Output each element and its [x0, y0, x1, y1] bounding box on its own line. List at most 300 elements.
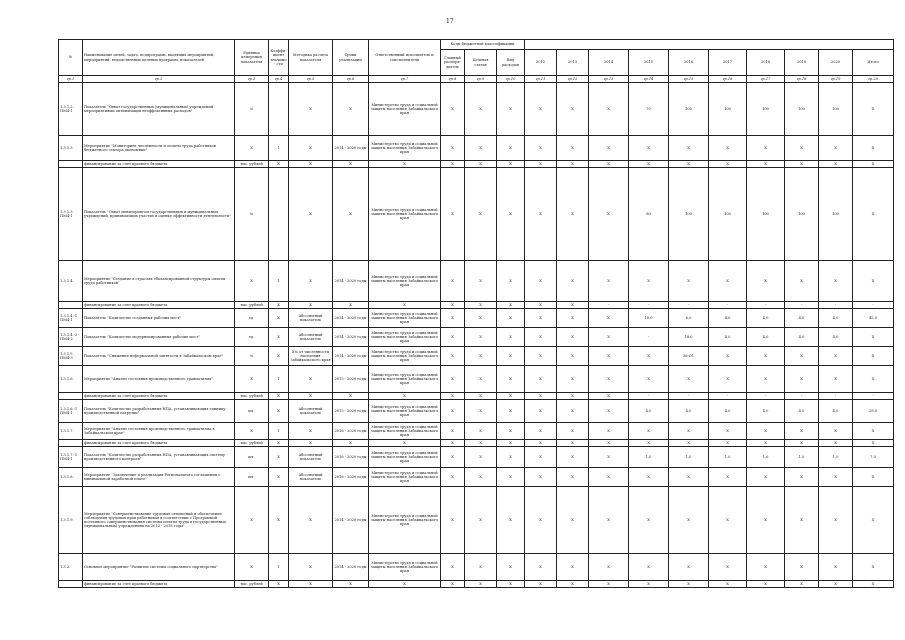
- table-cell: Показатель "Снижение неформальной занятости в Забайкальском крае": [83, 347, 235, 366]
- table-row: [59, 468, 894, 487]
- table-cell: Х: [747, 423, 785, 440]
- table-cell: Министерство труда и социальной защиты населения Забайкальского края: [369, 468, 441, 487]
- table-cell: Х: [785, 423, 819, 440]
- table-cell: Х: [589, 400, 629, 423]
- table-cell: 36-О1: [669, 347, 709, 366]
- table-cell: Х: [525, 554, 557, 581]
- table-cell: Х: [557, 366, 589, 393]
- table-cell: Х: [747, 554, 785, 581]
- table-cell: Х: [465, 302, 497, 309]
- table-cell: Х: [525, 423, 557, 440]
- table-cell: Х: [589, 393, 629, 400]
- table-cell: 1,0: [747, 447, 785, 468]
- table-cell: Х: [441, 423, 465, 440]
- table-cell: Х: [441, 400, 465, 423]
- table-cell: Х: [709, 440, 747, 447]
- table-cell: Х: [669, 468, 709, 487]
- table-cell: Х: [465, 400, 497, 423]
- table-cell: Х: [525, 400, 557, 423]
- table-cell: Х: [853, 366, 894, 393]
- column-number-cell: гр.10: [497, 76, 525, 83]
- table-cell: Х: [589, 468, 629, 487]
- table-cell: Х: [853, 440, 894, 447]
- table-cell: Х: [497, 487, 525, 554]
- table-cell: Х: [557, 168, 589, 261]
- table-cell: Х: [709, 554, 747, 581]
- table-cell: 100: [669, 83, 709, 136]
- table-cell: -: [747, 302, 785, 309]
- column-number-cell: гр.7: [369, 76, 441, 83]
- table-cell: 4,0: [709, 400, 747, 423]
- table-cell: финансирование за счет краевого бюджета: [83, 393, 235, 400]
- table-cell: Х: [497, 440, 525, 447]
- table-cell: Х: [669, 581, 709, 588]
- table-row: [59, 440, 894, 447]
- table-cell: Х: [465, 366, 497, 393]
- table-cell: 4,0: [629, 400, 669, 423]
- table-cell: Х: [235, 261, 269, 302]
- table-cell: Х: [235, 366, 269, 393]
- table-cell: Показатель "Охват государственных (муниципальных) учреждений мероприятиями оптимизации неэффективных расходов": [83, 83, 235, 136]
- table-cell: Х: [289, 83, 333, 136]
- table-cell: [59, 581, 83, 588]
- table-cell: 4,0: [747, 328, 785, 347]
- table-cell: %: [235, 347, 269, 366]
- header-total: Итого: [853, 50, 894, 76]
- column-number-cell: гр.1: [59, 76, 83, 83]
- table-cell: Х: [557, 302, 589, 309]
- table-cell: Х: [497, 136, 525, 161]
- table-cell: Х: [441, 554, 465, 581]
- table-cell: Х: [497, 393, 525, 400]
- table-cell: Х: [747, 347, 785, 366]
- table-cell: -: [853, 393, 894, 400]
- table-cell: тыс. рублей: [235, 302, 269, 309]
- table-cell: Абсолютный показатель: [289, 400, 333, 423]
- table-cell: Х: [785, 136, 819, 161]
- table-cell: Х: [785, 468, 819, 487]
- table-cell: Х: [853, 168, 894, 261]
- table-cell: Х: [269, 161, 289, 168]
- table-cell: Х: [589, 447, 629, 468]
- table-cell: Мероприятие "Мониторинг численности и оплаты труда работников бюджетного сектора экономики": [83, 136, 235, 161]
- table-cell: Х: [709, 581, 747, 588]
- table-cell: Х: [525, 447, 557, 468]
- table-cell: 70: [629, 83, 669, 136]
- table-cell: Х: [785, 581, 819, 588]
- table-cell: Х: [589, 328, 629, 347]
- table-cell: Х: [589, 440, 629, 447]
- table-cell: 4,0: [709, 309, 747, 328]
- table-cell: 6,0: [669, 309, 709, 328]
- table-cell: [269, 168, 289, 261]
- table-cell: 2014 - 2020 годы: [333, 487, 369, 554]
- table-cell: Х: [269, 302, 289, 309]
- table-cell: Министерство труда и социальной защиты населения Забайкальского края: [369, 366, 441, 393]
- column-number-cell: гр.13: [589, 76, 629, 83]
- table-cell: Абсолютный показатель: [289, 468, 333, 487]
- table-cell: Х: [369, 393, 441, 400]
- table-cell: -: [747, 393, 785, 400]
- table-cell: Х: [557, 161, 589, 168]
- table-cell: Х: [747, 487, 785, 554]
- table-row: [59, 161, 894, 168]
- table-cell: [59, 161, 83, 168]
- table-cell: [59, 393, 83, 400]
- table-cell: Х: [465, 554, 497, 581]
- table-cell: Министерство труда и социальной защиты населения Забайкальского края: [369, 328, 441, 347]
- table-cell: Х: [441, 309, 465, 328]
- table-cell: 100: [709, 168, 747, 261]
- table-cell: Х: [853, 83, 894, 136]
- header-year-2016: 2016: [669, 50, 709, 76]
- table-cell: Х: [819, 468, 853, 487]
- table-cell: Х: [709, 423, 747, 440]
- table-cell: 1: [269, 554, 289, 581]
- table-row: [59, 347, 894, 366]
- table-cell: Х: [589, 347, 629, 366]
- table-cell: 100: [747, 168, 785, 261]
- table-cell: Х: [747, 261, 785, 302]
- table-cell: Х: [557, 393, 589, 400]
- table-cell: Х: [819, 161, 853, 168]
- table-cell: Х: [441, 168, 465, 261]
- table-cell: 42,0: [853, 309, 894, 328]
- table-cell: -: [629, 302, 669, 309]
- table-cell: шт.: [235, 447, 269, 468]
- table-cell: Х: [333, 393, 369, 400]
- table-cell: 1.3.1.7.-1 ПМ4-1: [59, 447, 83, 468]
- table-cell: 1.3.1.4.: [59, 261, 83, 302]
- table-cell: Х% от численности населения Забайкальского края: [289, 347, 333, 366]
- table-cell: Х: [629, 423, 669, 440]
- column-number-cell: гр.18: [785, 76, 819, 83]
- table-cell: Х: [465, 136, 497, 161]
- table-cell: Министерство труда и социальной защиты населения Забайкальского края: [369, 168, 441, 261]
- table-cell: Х: [785, 440, 819, 447]
- table-cell: Х: [269, 440, 289, 447]
- table-cell: Х: [269, 347, 289, 366]
- table-cell: Х: [709, 366, 747, 393]
- table-cell: Х: [709, 487, 747, 554]
- table-cell: 2016 - 2020 годы: [333, 468, 369, 487]
- column-number-cell: гр.11: [525, 76, 557, 83]
- table-cell: %: [235, 168, 269, 261]
- table-cell: Показатель "Охват мониторингом государственных и муниципальных учреждений, принимающих участие в оценке эффективности деятельности": [83, 168, 235, 261]
- table-cell: Х: [289, 366, 333, 393]
- table-cell: Х: [785, 487, 819, 554]
- table-cell: Х: [465, 581, 497, 588]
- header-grbs: Главный распоря- дитель: [441, 50, 465, 76]
- table-row: [59, 581, 894, 588]
- table-cell: 1.3.1.9.: [59, 487, 83, 554]
- table-cell: Х: [333, 168, 369, 261]
- table-cell: Показатель "Количество разработанных НПА, устанавливающих систему производственного контроля": [83, 447, 235, 468]
- table-cell: Министерство труда и социальной защиты населения Забайкальского края: [369, 309, 441, 328]
- table-cell: Х: [289, 581, 333, 588]
- table-cell: Х: [853, 328, 894, 347]
- table-cell: Х: [669, 136, 709, 161]
- table-cell: 18,0: [669, 328, 709, 347]
- table-cell: 2016 - 2020 годы: [333, 423, 369, 440]
- table-cell: Х: [441, 328, 465, 347]
- table-cell: -: [669, 302, 709, 309]
- column-number-cell: гр.6: [333, 76, 369, 83]
- table-cell: 4,0: [819, 400, 853, 423]
- table-cell: Х: [557, 487, 589, 554]
- table-row: [59, 393, 894, 400]
- table-cell: Х: [819, 136, 853, 161]
- header-period: Сроки реализации: [333, 40, 369, 76]
- table-cell: Х: [669, 423, 709, 440]
- table-cell: Абсолютный показатель: [289, 309, 333, 328]
- header-method: Методика расчета показателя: [289, 40, 333, 76]
- table-cell: Х: [557, 554, 589, 581]
- table-cell: 100: [669, 168, 709, 261]
- table-cell: Х: [853, 487, 894, 554]
- table-cell: [269, 83, 289, 136]
- table-cell: Х: [557, 447, 589, 468]
- table-row: [59, 423, 894, 440]
- table-cell: Х: [525, 581, 557, 588]
- table-cell: 4,0: [669, 400, 709, 423]
- table-cell: Х: [289, 302, 333, 309]
- table-cell: -: [785, 393, 819, 400]
- table-cell: Х: [269, 487, 289, 554]
- table-cell: 1.3.2.: [59, 554, 83, 581]
- table-cell: Х: [497, 447, 525, 468]
- table-cell: Х: [785, 261, 819, 302]
- column-number-row: [59, 76, 894, 83]
- column-number-cell: гр.2: [83, 76, 235, 83]
- table-cell: 2014 - 2020 годы: [333, 261, 369, 302]
- table-cell: 28,0: [853, 400, 894, 423]
- table-cell: Мероприятие "Заключение и реализация Регионального соглашения о минимальной заработной плате": [83, 468, 235, 487]
- table-cell: Х: [819, 261, 853, 302]
- table-cell: Х: [709, 468, 747, 487]
- table-cell: тыс. рублей: [235, 161, 269, 168]
- header-no: №: [59, 40, 83, 76]
- table-cell: 1.3.1.2. ПМ4-1: [59, 83, 83, 136]
- table-cell: 1,0: [709, 447, 747, 468]
- table-cell: Х: [497, 554, 525, 581]
- header-unit: Единица измерения показателя: [235, 40, 269, 76]
- table-cell: Х: [819, 581, 853, 588]
- column-number-cell: гр.8: [441, 76, 465, 83]
- header-program: Целевая статья: [465, 50, 497, 76]
- table-cell: Министерство труда и социальной защиты населения Забайкальского края: [369, 261, 441, 302]
- table-cell: шт.: [235, 400, 269, 423]
- header-expense: Вид расходов: [497, 50, 525, 76]
- table-cell: Х: [557, 468, 589, 487]
- table-cell: Х: [465, 309, 497, 328]
- table-cell: Х: [557, 83, 589, 136]
- table-cell: 1: [269, 136, 289, 161]
- table-cell: Х: [269, 328, 289, 347]
- table-cell: шт.: [235, 468, 269, 487]
- table-cell: 1,0: [785, 447, 819, 468]
- table-cell: Х: [333, 83, 369, 136]
- table-cell: Х: [269, 447, 289, 468]
- table-cell: Мероприятие "Совершенствование трудовых отношений и обеспечение соблюдения трудовых прав работников в соответствии с Программой поэтапного совершенствования системы оплаты труда в государственных (муниципальных) учреждениях на 2012 - 2018 годы": [83, 487, 235, 554]
- table-cell: 100: [747, 83, 785, 136]
- table-row: [59, 400, 894, 423]
- table-cell: Х: [465, 468, 497, 487]
- table-cell: Х: [269, 581, 289, 588]
- table-cell: -: [709, 302, 747, 309]
- table-cell: 80: [629, 168, 669, 261]
- table-cell: 2016 - 2020 годы: [333, 447, 369, 468]
- table-cell: Х: [441, 366, 465, 393]
- table-cell: -: [669, 393, 709, 400]
- table-cell: Х: [629, 554, 669, 581]
- header-year-2012: 2012: [525, 50, 557, 76]
- program-indicators-table: [58, 39, 894, 588]
- table-cell: Министерство труда и социальной защиты населения Забайкальского края: [369, 423, 441, 440]
- table-cell: Х: [441, 581, 465, 588]
- table-cell: 1: [269, 366, 289, 393]
- table-cell: Х: [785, 366, 819, 393]
- table-cell: Х: [589, 554, 629, 581]
- table-cell: Х: [369, 581, 441, 588]
- table-cell: Х: [235, 554, 269, 581]
- table-cell: Министерство труда и социальной защиты населения Забайкальского края: [369, 554, 441, 581]
- table-cell: Х: [497, 366, 525, 393]
- table-cell: Х: [525, 261, 557, 302]
- table-cell: Х: [557, 423, 589, 440]
- table-cell: 4,0: [819, 328, 853, 347]
- header-budget-codes: Коды бюджетной классификации: [441, 40, 525, 50]
- table-cell: Х: [747, 161, 785, 168]
- table-cell: Министерство труда и социальной защиты населения Забайкальского края: [369, 400, 441, 423]
- header-year-2013: 2013: [557, 50, 589, 76]
- table-cell: Х: [289, 393, 333, 400]
- column-number-cell: гр.19: [819, 76, 853, 83]
- table-cell: -: [785, 302, 819, 309]
- table-cell: Х: [589, 261, 629, 302]
- table-cell: Х: [525, 468, 557, 487]
- table-cell: Х: [441, 261, 465, 302]
- table-cell: Х: [853, 554, 894, 581]
- table-cell: Х: [497, 347, 525, 366]
- table-cell: 1.3.1.4.-2 ПМ4-2: [59, 328, 83, 347]
- table-cell: Х: [669, 554, 709, 581]
- table-cell: Министерство труда и социальной защиты населения Забайкальского края: [369, 487, 441, 554]
- table-row: [59, 328, 894, 347]
- column-number-cell: гр.4: [269, 76, 289, 83]
- table-cell: Х: [369, 302, 441, 309]
- header-year-2017: 2017: [709, 50, 747, 76]
- table-cell: Х: [235, 136, 269, 161]
- table-cell: 100: [819, 83, 853, 136]
- table-cell: финансирование за счет краевого бюджета: [83, 581, 235, 588]
- budget-table-sheet: [58, 39, 879, 588]
- table-cell: Х: [289, 423, 333, 440]
- table-cell: Х: [289, 136, 333, 161]
- table-cell: Х: [497, 400, 525, 423]
- table-row: [59, 261, 894, 302]
- table-cell: Х: [289, 554, 333, 581]
- column-number-cell: гр.17: [747, 76, 785, 83]
- table-cell: Х: [589, 136, 629, 161]
- table-cell: Х: [557, 440, 589, 447]
- table-cell: тыс. рублей: [235, 393, 269, 400]
- table-cell: Х: [669, 366, 709, 393]
- table-cell: Х: [589, 161, 629, 168]
- table-cell: 1.3.1.5. ПМ4-3: [59, 347, 83, 366]
- table-cell: Х: [819, 487, 853, 554]
- column-number-cell: гр.16: [709, 76, 747, 83]
- table-cell: Х: [525, 83, 557, 136]
- table-cell: Х: [629, 440, 669, 447]
- table-cell: [59, 440, 83, 447]
- table-cell: Х: [333, 161, 369, 168]
- table-cell: Х: [369, 161, 441, 168]
- table-cell: Х: [819, 366, 853, 393]
- table-cell: 1: [269, 261, 289, 302]
- table-cell: Х: [557, 136, 589, 161]
- table-cell: Х: [497, 468, 525, 487]
- table-cell: 7,0: [853, 447, 894, 468]
- table-cell: Х: [333, 440, 369, 447]
- table-cell: Х: [235, 423, 269, 440]
- table-cell: Министерство труда и социальной защиты населения Забайкальского края: [369, 136, 441, 161]
- table-cell: -: [629, 393, 669, 400]
- table-cell: Х: [289, 261, 333, 302]
- table-cell: Х: [853, 347, 894, 366]
- table-cell: Х: [589, 168, 629, 261]
- header-name: Наименование целей, задач, подпрограмм, входящих мероприятий, мероприятий, ведомственных целевых программ, показателей: [83, 40, 235, 76]
- table-cell: Х: [525, 302, 557, 309]
- table-cell: Х: [441, 347, 465, 366]
- table-cell: Х: [441, 161, 465, 168]
- table-cell: -: [589, 302, 629, 309]
- table-cell: 1.3.1.4.-1 ПМ4-1: [59, 309, 83, 328]
- table-cell: 1.3.1.3. ПМ4-1: [59, 168, 83, 261]
- table-cell: Х: [525, 328, 557, 347]
- table-cell: Основное мероприятие "Развитие системы социального партнерства": [83, 554, 235, 581]
- table-cell: 4,0: [747, 400, 785, 423]
- table-row: [59, 309, 894, 328]
- table-cell: Х: [497, 261, 525, 302]
- table-cell: Х: [557, 309, 589, 328]
- table-cell: 1,0: [819, 447, 853, 468]
- table-cell: Х: [853, 581, 894, 588]
- table-cell: Х: [629, 468, 669, 487]
- table-cell: Х: [289, 161, 333, 168]
- table-cell: Министерство труда и социальной защиты населения Забайкальского края: [369, 83, 441, 136]
- table-cell: Х: [525, 161, 557, 168]
- table-cell: Х: [589, 423, 629, 440]
- table-cell: 2014 - 2020 годы: [333, 309, 369, 328]
- table-cell: Показатель "Количество созданных рабочих мест": [83, 309, 235, 328]
- table-cell: Х: [525, 347, 557, 366]
- table-cell: Х: [465, 328, 497, 347]
- table-cell: финансирование за счет краевого бюджета: [83, 302, 235, 309]
- page-number: 17: [446, 18, 454, 25]
- table-cell: -: [709, 393, 747, 400]
- table-cell: Х: [589, 487, 629, 554]
- table-cell: Х: [629, 581, 669, 588]
- table-cell: Х: [669, 487, 709, 554]
- table-cell: 2014 - 2020 годы: [333, 347, 369, 366]
- header-year-2018: 2018: [747, 50, 785, 76]
- table-cell: Х: [465, 161, 497, 168]
- table-cell: Мероприятие "Анализ состояния производственного травматизма в Забайкальском крае": [83, 423, 235, 440]
- table-cell: 1.3.1.3.: [59, 136, 83, 161]
- header-coefficient: Коэффи- циент значимо- сти: [269, 40, 289, 76]
- table-cell: Х: [333, 581, 369, 588]
